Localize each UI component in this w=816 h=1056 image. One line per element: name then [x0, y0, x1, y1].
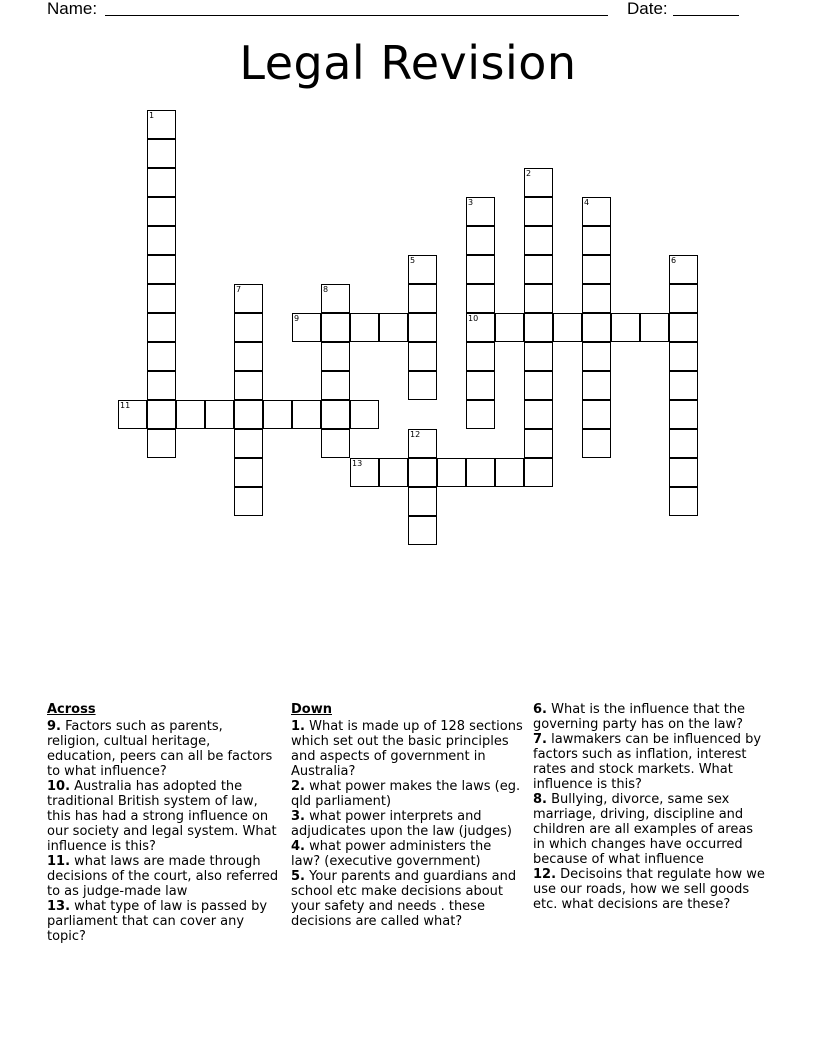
clue-text: what power makes the laws (eg. qld parliament) — [291, 779, 521, 809]
crossword-cell[interactable] — [466, 400, 495, 429]
crossword-cell[interactable] — [234, 371, 263, 400]
crossword-cell[interactable] — [408, 284, 437, 313]
crossword-cell[interactable] — [234, 487, 263, 516]
crossword-cell[interactable] — [408, 429, 437, 458]
crossword-cell[interactable] — [582, 226, 611, 255]
clue-down-6 — [533, 702, 769, 732]
crossword-cell[interactable] — [321, 313, 350, 342]
crossword-cell[interactable] — [669, 342, 698, 371]
crossword-cell[interactable] — [524, 197, 553, 226]
crossword-cell[interactable] — [147, 139, 176, 168]
clue-down-1 — [291, 719, 523, 779]
page-title: Legal Revision — [239, 36, 577, 90]
clue-number-label: 9 — [294, 314, 300, 323]
crossword-cell[interactable] — [147, 371, 176, 400]
clue-number: 9. — [47, 719, 61, 734]
crossword-cell[interactable] — [292, 400, 321, 429]
crossword-cell[interactable] — [437, 458, 466, 487]
clue-number-label: 1 — [149, 111, 155, 120]
crossword-cell[interactable] — [234, 400, 263, 429]
clue-number-label: 10 — [468, 314, 479, 323]
crossword-cell[interactable] — [669, 458, 698, 487]
crossword-cell[interactable] — [234, 313, 263, 342]
crossword-cell[interactable] — [524, 342, 553, 371]
clue-number: 3. — [291, 809, 305, 824]
clue-number-label: 12 — [410, 430, 421, 439]
crossword-cell[interactable] — [495, 458, 524, 487]
crossword-cell[interactable] — [582, 284, 611, 313]
crossword-cell[interactable] — [118, 400, 147, 429]
clue-text: lawmakers can be influenced by factors such as inflation, interest rates and stock markets. What influence is this? — [533, 732, 762, 792]
clue-number: 8. — [533, 792, 547, 807]
crossword-cell[interactable] — [524, 458, 553, 487]
clue-text: what power interprets and adjudicates upon the law (judges) — [291, 809, 512, 839]
crossword-cell[interactable] — [524, 400, 553, 429]
crossword-cell[interactable] — [408, 342, 437, 371]
clue-text: what laws are made through decisions of the court, also referred to as judge-made law — [47, 854, 279, 899]
crossword-cell[interactable] — [466, 255, 495, 284]
crossword-cell[interactable] — [669, 284, 698, 313]
clue-number-label: 8 — [323, 285, 329, 294]
crossword-cell[interactable] — [524, 168, 553, 197]
clue-across-9 — [47, 719, 279, 779]
crossword-cell[interactable] — [234, 429, 263, 458]
crossword-cell[interactable] — [147, 284, 176, 313]
clue-text: Decisoins that regulate how we use our roads, how we sell goods etc. what decisions are these? — [533, 867, 765, 912]
crossword-cell[interactable] — [379, 458, 408, 487]
crossword-cell[interactable] — [582, 400, 611, 429]
crossword-cell[interactable] — [321, 400, 350, 429]
crossword-cell[interactable] — [234, 342, 263, 371]
crossword-cell[interactable] — [524, 313, 553, 342]
crossword-cell[interactable] — [582, 371, 611, 400]
crossword-cell[interactable] — [321, 371, 350, 400]
crossword-cell[interactable] — [669, 487, 698, 516]
down-clues-continued — [533, 702, 769, 912]
crossword-cell[interactable] — [524, 255, 553, 284]
crossword-cell[interactable] — [321, 284, 350, 313]
crossword-cell[interactable] — [466, 226, 495, 255]
clue-number-label: 13 — [352, 459, 363, 468]
crossword-cell[interactable] — [582, 255, 611, 284]
clue-text: Your parents and guardians and school etc make decisions about your safety and needs . these decisions are called what? — [291, 869, 517, 929]
crossword-cell[interactable] — [147, 342, 176, 371]
clue-number: 7. — [533, 732, 547, 747]
crossword-cell[interactable] — [669, 313, 698, 342]
clue-number-label: 5 — [410, 256, 416, 265]
crossword-cell[interactable] — [611, 313, 640, 342]
crossword-cell[interactable] — [669, 429, 698, 458]
crossword-cell[interactable] — [147, 255, 176, 284]
crossword-cell[interactable] — [466, 342, 495, 371]
clue-number-label: 11 — [120, 401, 131, 410]
crossword-cell[interactable] — [234, 284, 263, 313]
crossword-cell[interactable] — [524, 226, 553, 255]
crossword-cell[interactable] — [495, 313, 524, 342]
crossword-cell[interactable] — [524, 284, 553, 313]
crossword-cell[interactable] — [553, 313, 582, 342]
crossword-cell[interactable] — [350, 458, 379, 487]
clue-down-8 — [533, 792, 769, 867]
clue-across-11 — [47, 854, 279, 899]
clue-number: 6. — [533, 702, 547, 717]
crossword-cell[interactable] — [350, 400, 379, 429]
clue-down-12 — [533, 867, 769, 912]
clue-number: 1. — [291, 719, 305, 734]
crossword-cell[interactable] — [350, 313, 379, 342]
clue-text: What is the influence that the governing party has on the law? — [533, 702, 746, 732]
crossword-cell[interactable] — [466, 197, 495, 226]
crossword-cell[interactable] — [147, 197, 176, 226]
clue-number: 4. — [291, 839, 305, 854]
clue-text: What is made up of 128 sections which set out the basic principles and aspects of government in Australia? — [291, 719, 523, 779]
crossword-cell[interactable] — [408, 487, 437, 516]
clue-number: 10. — [47, 779, 71, 794]
crossword-cell[interactable] — [582, 342, 611, 371]
clue-text: what power administers the law? (executive government) — [291, 839, 492, 869]
crossword-cell[interactable] — [466, 313, 495, 342]
crossword-cell[interactable] — [292, 313, 321, 342]
clue-text: what type of law is passed by parliament that can cover any topic? — [47, 899, 268, 944]
crossword-cell[interactable] — [234, 458, 263, 487]
clue-text: Factors such as parents, religion, cultual heritage, education, peers can all be factors to what influence? — [47, 719, 273, 779]
crossword-cell[interactable] — [147, 313, 176, 342]
crossword-cell[interactable] — [176, 400, 205, 429]
crossword-cell[interactable] — [147, 110, 176, 139]
clue-number-label: 3 — [468, 198, 474, 207]
crossword-cell[interactable] — [147, 400, 176, 429]
across-heading: Across — [47, 702, 96, 717]
crossword-cell[interactable] — [408, 255, 437, 284]
clue-down-5 — [291, 869, 523, 929]
date-label: Date: — [627, 0, 668, 18]
across-clues — [47, 702, 279, 944]
clue-number-label: 6 — [671, 256, 677, 265]
clue-number-label: 7 — [236, 285, 242, 294]
clue-down-4 — [291, 839, 523, 869]
crossword-cell[interactable] — [321, 429, 350, 458]
clue-number-label: 4 — [584, 198, 590, 207]
name-label: Name: — [47, 0, 98, 18]
clue-number: 5. — [291, 869, 305, 884]
crossword-cell[interactable] — [205, 400, 234, 429]
crossword-cell[interactable] — [582, 313, 611, 342]
clue-number: 11. — [47, 854, 71, 869]
clue-number: 13. — [47, 899, 71, 914]
clue-down-2 — [291, 779, 523, 809]
crossword-cell[interactable] — [582, 197, 611, 226]
crossword-cell[interactable] — [640, 313, 669, 342]
crossword-cell[interactable] — [379, 313, 408, 342]
crossword-cell[interactable] — [147, 168, 176, 197]
crossword-cell[interactable] — [321, 342, 350, 371]
crossword-cell[interactable] — [408, 458, 437, 487]
down-clues — [291, 702, 523, 929]
crossword-cell[interactable] — [263, 400, 292, 429]
clue-text: Bullying, divorce, same sex marriage, driving, discipline and children are all examples of areas in which changes have occurred because of what influence — [533, 792, 754, 867]
crossword-cell[interactable] — [466, 284, 495, 313]
crossword-cell[interactable] — [408, 371, 437, 400]
crossword-cell[interactable] — [524, 429, 553, 458]
crossword-cell[interactable] — [669, 371, 698, 400]
crossword-cell[interactable] — [582, 429, 611, 458]
crossword-cell[interactable] — [466, 458, 495, 487]
clue-number: 12. — [533, 867, 557, 882]
crossword-cell[interactable] — [147, 429, 176, 458]
clue-down-7 — [533, 732, 769, 792]
crossword-cell[interactable] — [408, 516, 437, 545]
crossword-cell[interactable] — [669, 255, 698, 284]
crossword-cell[interactable] — [147, 226, 176, 255]
clue-number-label: 2 — [526, 169, 532, 178]
crossword-cell[interactable] — [466, 371, 495, 400]
down-heading: Down — [291, 702, 332, 717]
crossword-cell[interactable] — [524, 371, 553, 400]
clue-down-3 — [291, 809, 523, 839]
clue-text: Australia has adopted the traditional British system of law, this has had a strong influence on our society and legal system. What influence is this? — [47, 779, 277, 854]
clue-across-10 — [47, 779, 279, 854]
clue-across-13 — [47, 899, 279, 944]
clue-number: 2. — [291, 779, 305, 794]
crossword-cell[interactable] — [408, 313, 437, 342]
crossword-cell[interactable] — [669, 400, 698, 429]
